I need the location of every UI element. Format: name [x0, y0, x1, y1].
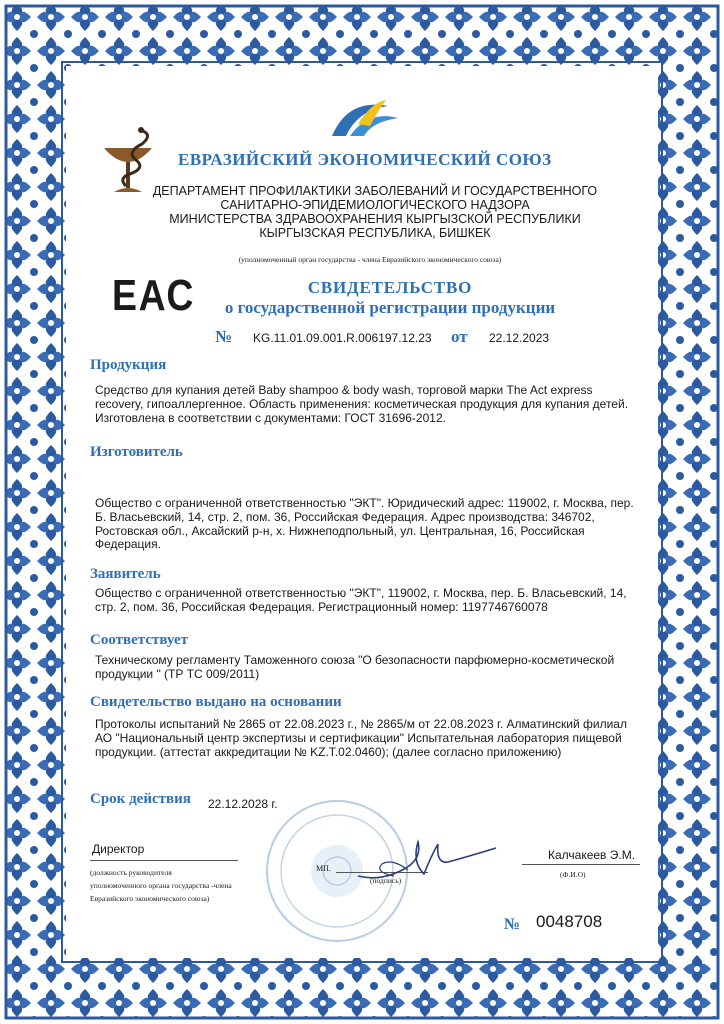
- applicant-heading: Заявитель: [90, 566, 161, 582]
- eaeu-logo-icon: [328, 96, 402, 142]
- department-line: КЫРГЫЗСКАЯ РЕСПУБЛИКА, БИШКЕК: [259, 226, 491, 240]
- certificate-number: KG.11.01.09.001.R.006197.12.23: [253, 331, 432, 345]
- date-word: от: [451, 327, 468, 346]
- form-number: 0048708: [536, 912, 603, 931]
- certificate-subtitle: о государственной регистрации продукции: [224, 298, 556, 317]
- authority-note: (уполномоченный орган государства - члена Евразийского экономического союза): [238, 255, 502, 264]
- conforms-text: Техническому регламенту Таможенного союза "О безопасности парфюмерно-косметической продукции " (ТР ТС 009/2011): [95, 653, 615, 681]
- form-number-sign: №: [504, 916, 521, 933]
- product-text: Средство для купания детей Baby shampoo & body wash, торговой марки The Act express recovery, гипоаллергенное. Область применения: косметическая продукция для купания детей. Изготовлена в соответствии с документами: ГОСТ 31696-2012.: [95, 383, 629, 425]
- name-note: (Ф.И.О): [560, 870, 586, 879]
- number-sign: №: [215, 327, 233, 346]
- conforms-heading: Соответствует: [90, 632, 188, 648]
- position-note-line: (должность руководителя: [90, 868, 172, 877]
- manufacturer-heading: Изготовитель: [90, 444, 183, 460]
- position-note-line: уполномоченного органа государства -члена: [90, 881, 232, 890]
- product-heading: Продукция: [90, 357, 167, 373]
- stamp-label: МП.: [316, 864, 331, 873]
- signer-position: Директор: [92, 842, 145, 856]
- applicant-text: Общество с ограниченной ответственностью "ЭКТ", 119002, г. Москва, пер. Б. Власьевский, 14, стр. 2, пом. 36, Российская Федерация. Регистрационный номер: 1197746760078: [95, 586, 627, 614]
- department-block: [120, 184, 630, 240]
- certificate-date: 22.12.2023: [489, 331, 550, 345]
- validity-heading: Срок действия: [90, 791, 191, 807]
- department-line: ДЕПАРТАМЕНТ ПРОФИЛАКТИКИ ЗАБОЛЕВАНИЙ И ГОСУДАРСТВЕННОГО: [152, 184, 598, 198]
- union-name: ЕВРАЗИЙСКИЙ ЭКОНОМИЧЕСКИЙ СОЮЗ: [178, 150, 552, 169]
- basis-heading: Свидетельство выдано на основании: [90, 694, 342, 710]
- certificate-title: СВИДЕТЕЛЬСТВО: [307, 278, 473, 297]
- department-line: САНИТАРНО-ЭПИДЕМИОЛОГИЧЕСКОГО НАДЗОРА: [220, 198, 530, 212]
- signature-note: (подпись): [370, 876, 402, 885]
- name-line: [522, 864, 640, 865]
- validity-value: 22.12.2028 г.: [208, 797, 278, 811]
- position-note-line: Евразийского экономического союза): [90, 894, 210, 903]
- signer-name: Калчакеев Э.М.: [548, 848, 636, 862]
- position-line: [90, 860, 238, 861]
- position-note: [90, 866, 290, 905]
- eac-mark: ЕАС: [112, 271, 196, 320]
- manufacturer-text: Общество с ограниченной ответственностью "ЭКТ". Юридический адрес: 119002, г. Москва, пер. Б. Власьевский, 14, стр. 2, пом. 36, Российская Федерация. Адрес производства: 346702, Ростовская обл., Аксайский р-н, х. Нижнеподпольный, ул. Центральная, 16, Российская Федерация.: [95, 496, 634, 552]
- department-line: МИНИСТЕРСТВА ЗДРАВООХРАНЕНИЯ КЫРГЫЗСКОЙ РЕСПУБЛИКИ: [169, 212, 581, 226]
- handwritten-signature: [352, 832, 502, 888]
- basis-text: Протоколы испытаний № 2865 от 22.08.2023 г., № 2865/м от 22.08.2023 г. Алматинский филиал АО "Национальный центр экспертизы и сертификации" Испытательная лаборатория пищевой продукции. (аттестат аккредитации № KZ.T.02.0460); (далее согласно приложению): [95, 717, 627, 759]
